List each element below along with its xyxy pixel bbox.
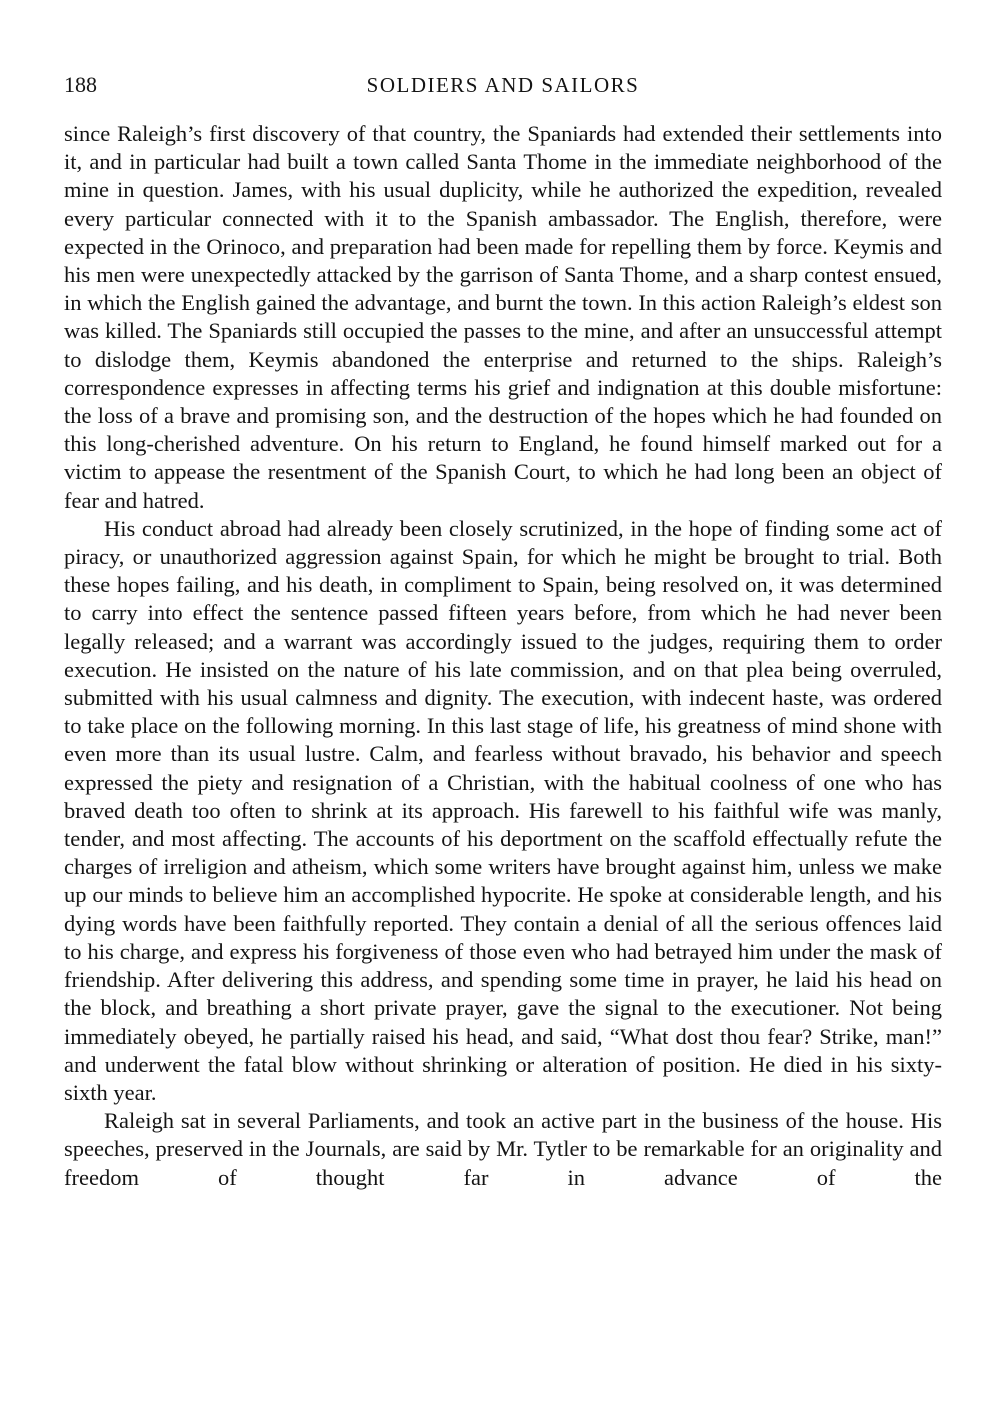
running-head: SOLDIERS AND SAILORS xyxy=(366,73,640,97)
paragraph-continuation: since Raleigh’s first discovery of that country, the Spaniards had extended their settlements into it, and in particular had built a town called Santa Thome in the immediate neighborhood of the mine in question. James, with his usual duplicity, while he authorized the expedition, revealed every particular connected with it to the Spanish ambassador. The English, therefore, were expected in the Orinoco, and preparation had been made for repelling them by force. Keymis and his men were unexpectedly attacked by the garrison of Santa Thome, and a sharp contest ensued, in which the English gained the advantage, and burnt the town. In this action Raleigh’s eldest son was killed. The Spaniards still occupied the passes to the mine, and after an unsuccessful attempt to dislodge them, Keymis abandoned the enterprise and returned to the ships. Raleigh’s correspondence expresses in affecting terms his grief and indignation at this double misfortune: the loss of a brave and promising son, and the destruction of the hopes which he had founded on this long-cherished adventure. On his return to England, he found himself marked out for a victim to appease the resentment of the Spanish Court, to which he had long been an object of fear and hatred. xyxy=(64,121,942,513)
paragraph-parliaments: Raleigh sat in several Parliaments, and took an active part in the business of the house. His speeches, preserved in the Journals, are said by Mr. Tytler to be remarkable for an originality and freedom of thought far in advance of the xyxy=(64,1108,942,1190)
page-number: 188 xyxy=(64,72,97,97)
body-text xyxy=(64,120,942,1192)
page-header xyxy=(64,68,942,102)
paragraph-execution: His conduct abroad had already been closely scrutinized, in the hope of finding some act of piracy, or unauthorized aggression against Spain, for which he might be brought to trial. Both these hopes failing, and his death, in compliment to Spain, being resolved on, it was determined to carry into effect the sentence passed fifteen years before, from which he had never been legally released; and a warrant was accordingly issued to the judges, requiring them to order execution. He insisted on the nature of his late commission, and on that plea being overruled, submitted with his usual calmness and dignity. The execution, with indecent haste, was ordered to take place on the following morning. In this last stage of life, his greatness of mind shone with even more than its usual lustre. Calm, and fearless without bravado, his behavior and speech expressed the piety and resignation of a Christian, with the habitual coolness of one who has braved death too often to shrink at its approach. His farewell to his faithful wife was manly, tender, and most affecting. The accounts of his deportment on the scaffold effectually refute the charges of irreligion and atheism, which some writers have brought against him, unless we make up our minds to believe him an accomplished hypocrite. He spoke at considerable length, and his dying words have been faithfully reported. They contain a denial of all the serious offences laid to his charge, and express his forgiveness of those even who had betrayed him under the mask of friendship. After delivering this address, and spending some time in prayer, he laid his head on the block, and breathing a short private prayer, gave the signal to the executioner. Not being immediately obeyed, he partially raised his head, and said, “What dost thou fear? Strike, man!” and underwent the fatal blow without shrinking or alteration of position. He died in his sixty-sixth year. xyxy=(64,515,942,1105)
